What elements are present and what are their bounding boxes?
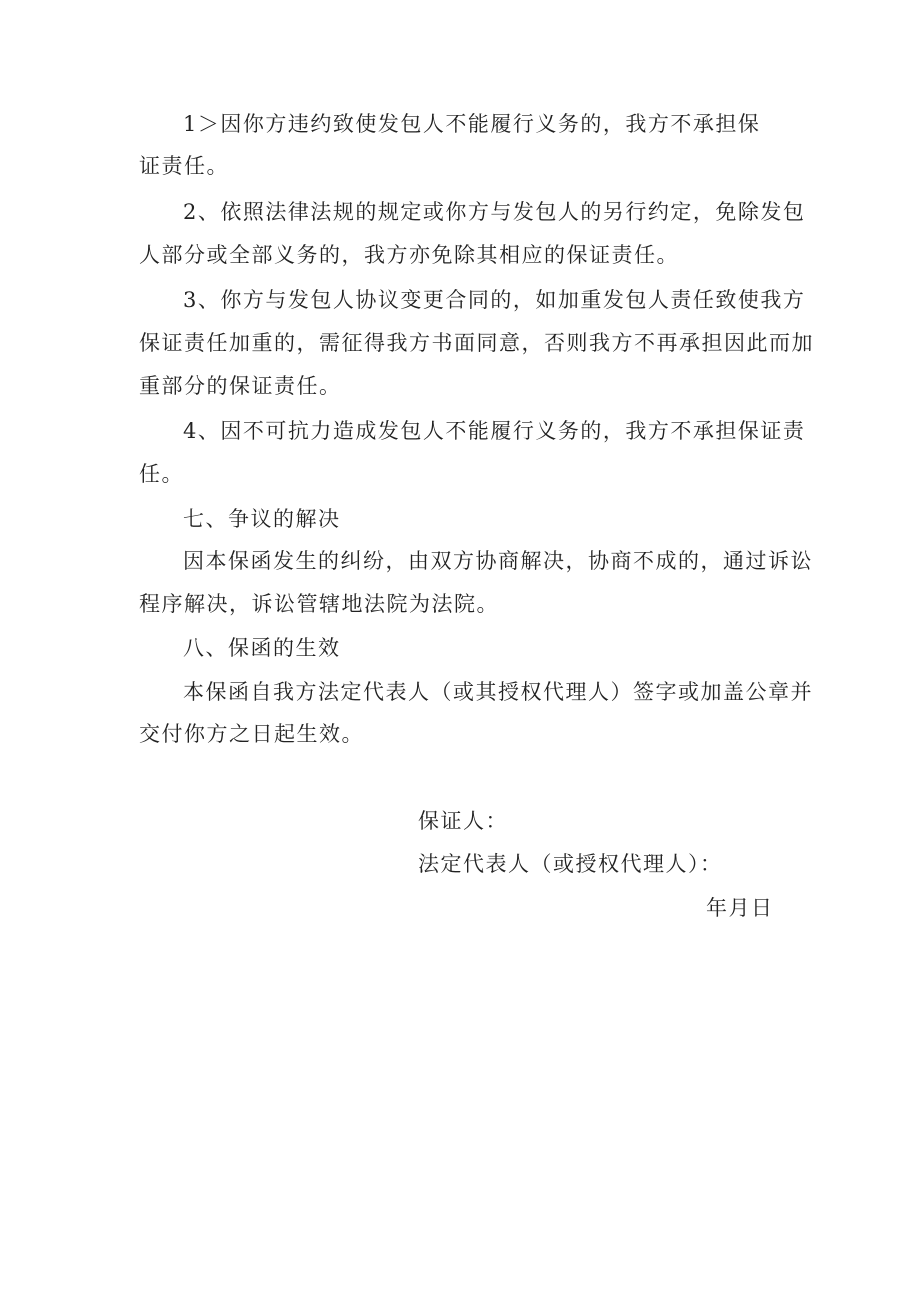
section-8-line-1: 本保函自我方法定代表人（或其授权代理人）签字或加盖公章并 [183,680,813,704]
clause-1-line-2: 证责任。 [139,154,229,178]
clause-2-line-2: 人部分或全部义务的，我方亦免除其相应的保证责任。 [139,243,679,267]
section-8-heading: 八、保函的生效 [183,636,341,660]
section-7-line-2: 程序解决，诉讼管辖地法院为法院。 [139,592,499,616]
clause-3-line-1: 3、你方与发包人协议变更合同的，如加重发包人责任致使我方 [183,288,806,312]
signature-representative: 法定代表人（或授权代理人）： [418,852,723,876]
clause-3-line-3: 重部分的保证责任。 [139,374,342,398]
section-8-line-2: 交付你方之日起生效。 [139,722,364,746]
section-7-line-1: 因本保函发生的纠纷，由双方协商解决，协商不成的，通过诉讼 [183,549,813,573]
clause-1-line-1: 1＞因你方违约致使发包人不能履行义务的，我方不承担保 [183,112,761,136]
clause-3-line-2: 保证责任加重的，需征得我方书面同意，否则我方不再承担因此而加 [139,331,814,355]
section-7-heading: 七、争议的解决 [183,507,341,531]
clause-2-line-1: 2、依照法律法规的规定或你方与发包人的另行约定，免除发包 [183,200,806,224]
clause-4-line-1: 4、因不可抗力造成发包人不能履行义务的，我方不承担保证责 [183,419,806,443]
clause-4-line-2: 任。 [139,462,184,486]
signature-guarantor: 保证人： [418,809,508,833]
signature-date: 年月日 [706,896,774,920]
